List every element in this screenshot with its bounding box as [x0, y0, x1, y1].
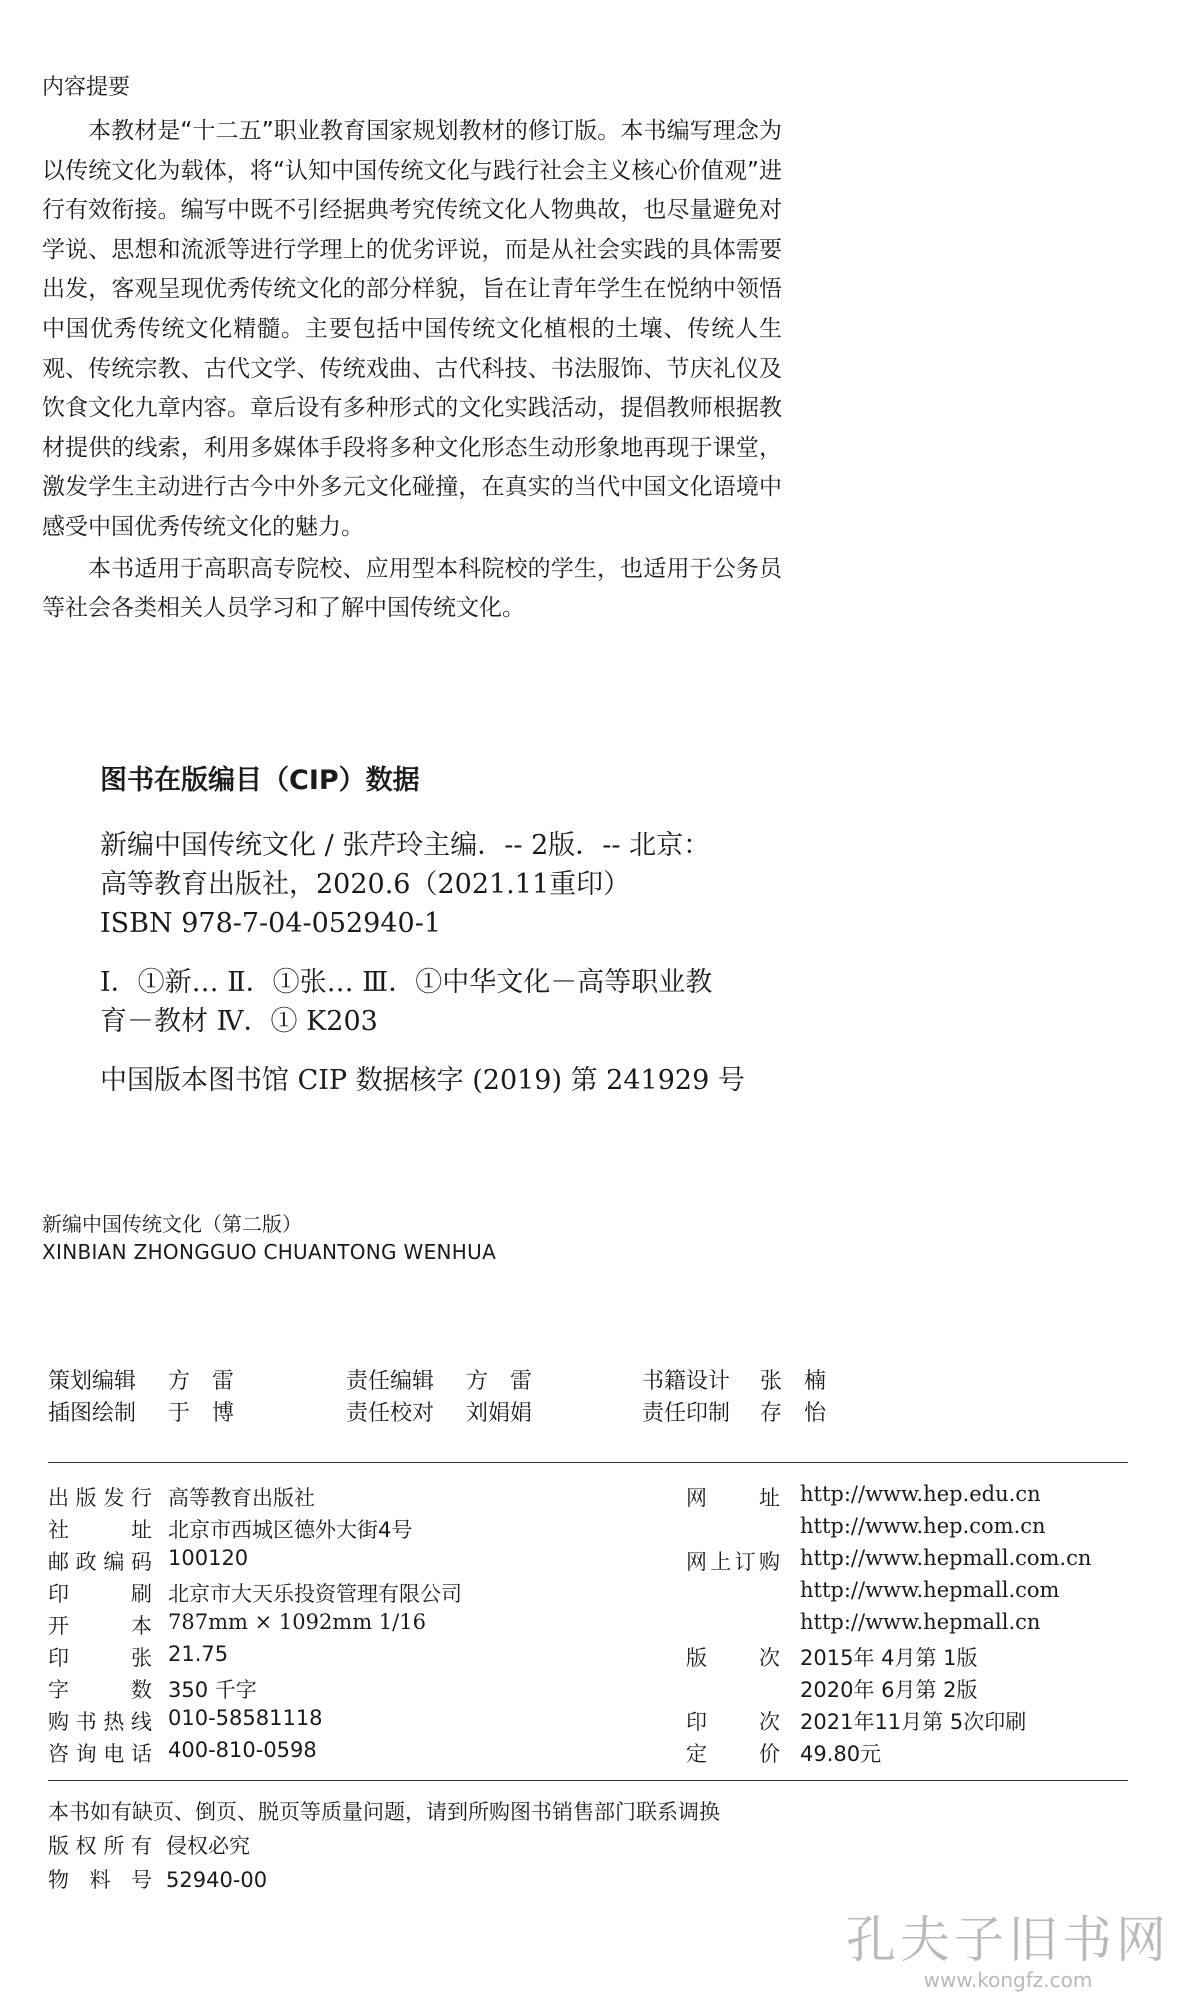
pub-value: 2015年 4月第 1版	[800, 1646, 978, 1670]
material-line	[48, 1864, 267, 1894]
pub-url[interactable]: http://www.hep.com.cn	[800, 1514, 1046, 1538]
copyright-key: 版权所有	[48, 1834, 152, 1858]
pub-url[interactable]: http://www.hepmall.com.cn	[800, 1546, 1092, 1570]
staff-name: 存 怡	[760, 1401, 827, 1426]
pub-value: 400-810-0598	[168, 1738, 317, 1762]
staff-role: 策划编辑	[48, 1369, 137, 1394]
copyright-value: 侵权必究	[166, 1834, 250, 1858]
book-title-pinyin: XINBIAN ZHONGGUO CHUANTONG WENHUA	[42, 1240, 497, 1264]
staff-role: 责任校对	[346, 1401, 435, 1426]
pub-value: 高等教育出版社	[168, 1486, 315, 1510]
staff-name: 张 楠	[760, 1369, 827, 1394]
cip-classification-2: 育－教材 Ⅳ．① K203	[100, 1006, 378, 1037]
cip-line-1: 新编中国传统文化 / 张芹玲主编．-- 2版．-- 北京：	[100, 830, 711, 861]
pub-value: 2021年11月第 5次印刷	[800, 1710, 1027, 1734]
staff-name: 方 雷	[168, 1369, 235, 1394]
pub-key: 网址	[686, 1486, 780, 1510]
watermark-text: 孔夫子旧书网	[846, 1911, 1170, 1969]
cip-block	[100, 826, 820, 1100]
pub-key: 网上订购	[686, 1550, 780, 1574]
staff-role: 责任印制	[642, 1401, 731, 1426]
pub-key: 购书热线	[48, 1710, 152, 1734]
pub-key: 版次	[686, 1646, 780, 1670]
staff-row	[48, 1396, 1048, 1426]
pub-value: 010-58581118	[168, 1706, 323, 1730]
divider-top	[48, 1462, 1128, 1463]
staff-name: 于 博	[168, 1401, 235, 1426]
pub-value: 北京市西城区德外大街4号	[168, 1518, 413, 1542]
cip-line-2: 高等教育出版社，2020.6（2021.11重印）	[100, 869, 631, 900]
pub-value: 北京市大天乐投资管理有限公司	[168, 1582, 462, 1606]
watermark	[846, 1900, 1170, 1992]
pub-key: 社址	[48, 1518, 152, 1542]
pub-value: 2020年 6月第 2版	[800, 1678, 978, 1702]
pub-key: 印张	[48, 1646, 152, 1670]
staff-row	[48, 1364, 1048, 1394]
pub-key: 印次	[686, 1710, 780, 1734]
cip-title: 图书在版编目（CIP）数据	[100, 765, 420, 796]
staff-role: 插图绘制	[48, 1401, 137, 1426]
pub-url[interactable]: http://www.hepmall.com	[800, 1578, 1060, 1602]
pub-value: 787mm × 1092mm 1/16	[168, 1610, 426, 1634]
quality-notice: 本书如有缺页、倒页、脱页等质量问题，请到所购图书销售部门联系调换	[48, 1800, 720, 1824]
cip-check-number: 中国版本图书馆 CIP 数据核字 (2019) 第 241929 号	[100, 1065, 745, 1096]
staff-name: 刘娟娟	[466, 1401, 533, 1426]
pub-key: 开本	[48, 1614, 152, 1638]
pub-url[interactable]: http://www.hep.edu.cn	[800, 1482, 1041, 1506]
staff-role: 责任编辑	[346, 1369, 435, 1394]
pub-value: 49.80元	[800, 1742, 882, 1766]
pub-key: 印刷	[48, 1582, 152, 1606]
pub-key: 定价	[686, 1742, 780, 1766]
pub-key: 咨询电话	[48, 1742, 152, 1766]
summary-paragraph-2: 本书适用于高职高专院校、应用型本科院校的学生，也适用于公务员等社会各类相关人员学习和了解中国传统文化。	[42, 555, 782, 622]
staff-role: 书籍设计	[642, 1369, 731, 1394]
pub-key: 邮政编码	[48, 1550, 152, 1574]
summary-heading: 内容提要	[42, 75, 131, 100]
book-title-cn: 新编中国传统文化（第二版）	[42, 1212, 302, 1236]
material-key: 物料号	[48, 1868, 152, 1892]
cip-classification-1: Ⅰ．①新… Ⅱ．①张… Ⅲ．①中华文化－高等职业教	[100, 967, 713, 998]
pub-value: 100120	[168, 1546, 249, 1570]
material-value: 52940-00	[166, 1868, 268, 1892]
divider-bottom	[48, 1780, 1128, 1781]
cip-isbn: ISBN 978-7-04-052940-1	[100, 908, 442, 939]
pub-value: 350 千字	[168, 1678, 257, 1702]
summary-paragraph-1: 本教材是“十二五”职业教育国家规划教材的修订版。本书编写理念为以传统文化为载体，将“认知中国传统文化与践行社会主义核心价值观”进行有效衔接。编写中既不引经据典考究传统文化人物典故，也尽量避免对学说、思想和流派等进行学理上的优劣评说，而是从社会实践的具体需要出发，客观呈现优秀传统文化的部分样貌，旨在让青年学生在悦纳中领悟中国优秀传统文化精髓。主要包括中国传统文化植根的土壤、传统人生观、传统宗教、古代文学、传统戏曲、古代科技、书法服饰、节庆礼仪及饮食文化九章内容。章后设有多种形式的文化实践活动，提倡教师根据教材提供的线索，利用多媒体手段将多种文化形态生动形象地再现于课堂，激发学生主动进行古今中外多元文化碰撞，在真实的当代中国文化语境中感受中国优秀传统文化的魅力。	[42, 118, 782, 540]
watermark-url: www.kongfz.com	[923, 1968, 1093, 1992]
pub-key: 字数	[48, 1678, 152, 1702]
pub-value: 21.75	[168, 1642, 229, 1666]
summary-body	[42, 112, 782, 629]
pub-key: 出版发行	[48, 1486, 152, 1510]
staff-name: 方 雷	[466, 1369, 533, 1394]
copyright-line	[48, 1830, 250, 1860]
pub-url[interactable]: http://www.hepmall.cn	[800, 1610, 1041, 1634]
